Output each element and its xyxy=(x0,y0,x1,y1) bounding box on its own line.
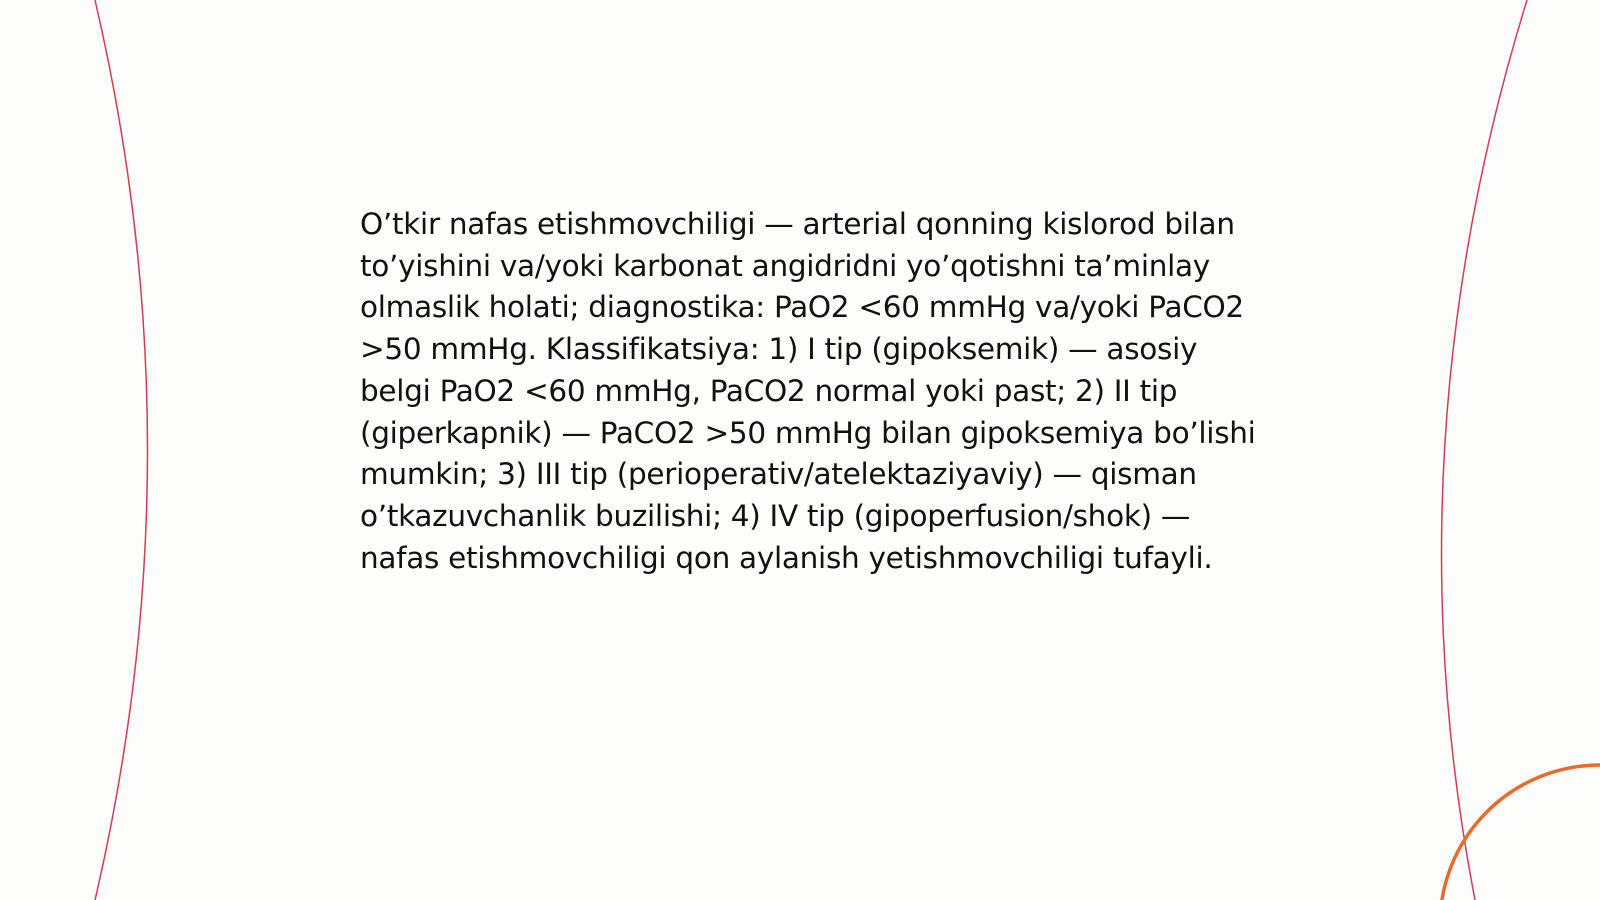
right-curve-line xyxy=(1442,0,1527,900)
left-curve-line xyxy=(95,0,148,900)
slide-body-text: O’tkir nafas etishmovchiligi — arterial qonning kislorod bilan to’yishini va/yoki karbonat angidridni yo’qotishni ta’minlay olmaslik holati; diagnostika: PaO2 <60 mmHg va/yoki PaCO2 >50 mmHg. Klassifikatsiya: 1) I tip (gipoksemik) — asosiy belgi PaO2 <60 mmHg, PaCO2 normal yoki past; 2) II tip (giperkapnik) — PaCO2 >50 mmHg bilan gipoksemiya bo’lishi mumkin; 3) III tip (perioperativ/atelektaziyaviy) — qisman o’tkazuvchanlik buzilishi; 4) IV tip (gipoperfusion/shok) — nafas etishmovchiligi qon aylanish yetishmovchiligi tufayli. xyxy=(360,207,1256,575)
orange-accent-arc xyxy=(1440,765,1600,900)
